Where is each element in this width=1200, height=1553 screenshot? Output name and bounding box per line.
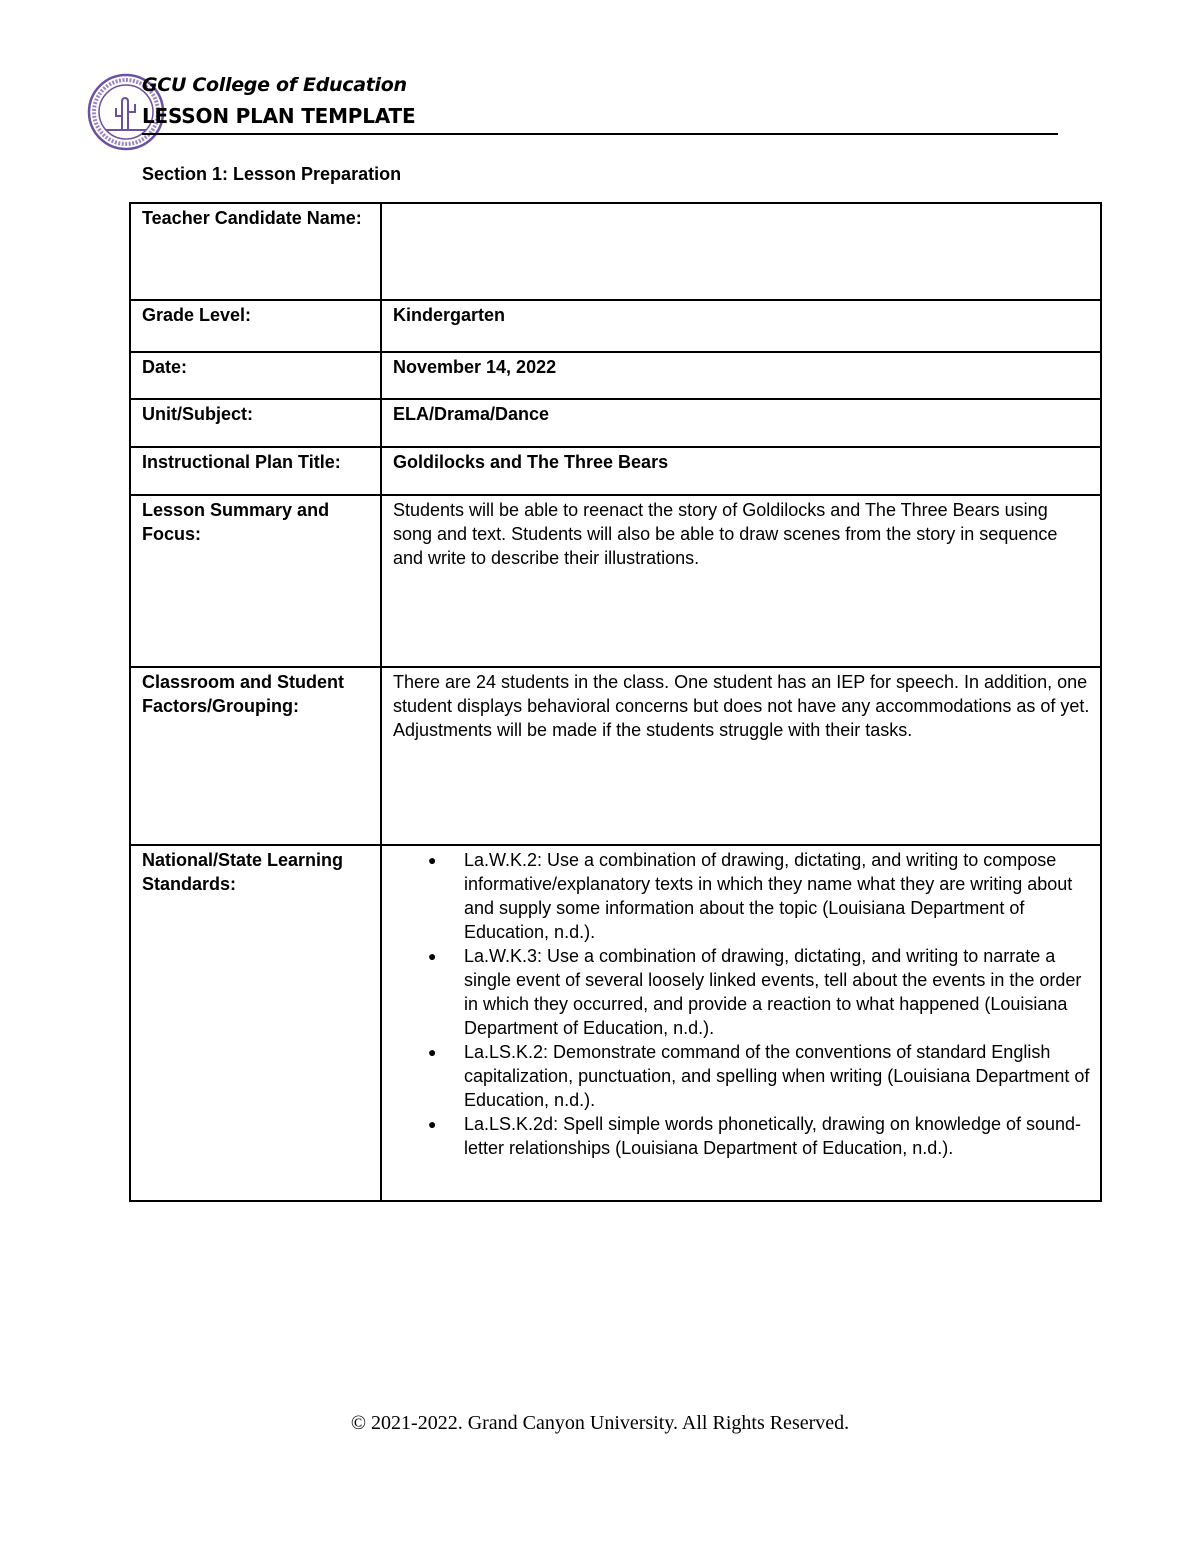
college-name: GCU College of Education [142, 74, 407, 96]
bullet-icon: ● [428, 948, 437, 964]
table-row-teacher-name [130, 203, 1101, 300]
bullet-icon: ● [428, 1116, 437, 1132]
table-row-unit-subject [130, 399, 1101, 447]
unit-subject-value: ELA/Drama/Dance [381, 399, 1101, 447]
teacher-name-label: Teacher Candidate Name: [130, 203, 381, 300]
table-row-date [130, 352, 1101, 399]
list-item [428, 848, 1090, 944]
teacher-name-value [381, 203, 1101, 300]
table-row-plan-title [130, 447, 1101, 495]
classroom-value: There are 24 students in the class. One student has an IEP for speech. In addition, one student displays behavioral concerns but does not have any accommodations as of yet. Adjustments will be made if the students struggle with their tasks. [381, 667, 1101, 845]
table-row-grade-level [130, 300, 1101, 352]
grade-level-label: Grade Level: [130, 300, 381, 352]
section-title: Section 1: Lesson Preparation [142, 164, 402, 184]
template-title: LESSON PLAN TEMPLATE [142, 104, 416, 128]
standard-text: La.LS.K.2: Demonstrate command of the conventions of standard English capitalization, punctuation, and spelling when writing (Louisiana Department of Education, n.d.). [464, 1042, 1090, 1110]
bullet-icon: ● [428, 1044, 437, 1060]
date-label: Date: [130, 352, 381, 399]
copyright-footer: © 2021-2022. Grand Canyon University. All Rights Reserved. [350, 1412, 850, 1434]
classroom-label: Classroom and Student Factors/Grouping: [130, 667, 381, 845]
list-item [428, 944, 1090, 1040]
standard-text: La.W.K.3: Use a combination of drawing, dictating, and writing to narrate a single event of several loosely linked events, tell about the events in the order in which they occurred, and provide a reaction to what happened (Louisiana Department of Education, n.d.). [464, 946, 1082, 1038]
date-value: November 14, 2022 [381, 352, 1101, 399]
list-item [428, 1040, 1090, 1112]
lesson-plan-table [129, 202, 1102, 1202]
unit-subject-label: Unit/Subject: [130, 399, 381, 447]
plan-title-label: Instructional Plan Title: [130, 447, 381, 495]
standards-label: National/State Learning Standards: [130, 845, 381, 1201]
standard-text: La.W.K.2: Use a combination of drawing, dictating, and writing to compose informative/explanatory texts in which they name what they are writing about and supply some information about the topic (Louisiana Department of Education, n.d.). [464, 850, 1073, 942]
standards-list [393, 848, 1090, 1160]
header-divider [142, 133, 1058, 135]
standards-value [381, 845, 1101, 1201]
grade-level-value: Kindergarten [381, 300, 1101, 352]
standard-text: La.LS.K.2d: Spell simple words phonetically, drawing on knowledge of sound-letter relationships (Louisiana Department of Education, n.d.). [464, 1114, 1082, 1158]
table-row-summary [130, 495, 1101, 667]
table-row-standards [130, 845, 1101, 1201]
plan-title-value: Goldilocks and The Three Bears [381, 447, 1101, 495]
table-row-classroom [130, 667, 1101, 845]
list-item [428, 1112, 1090, 1160]
summary-value: Students will be able to reenact the story of Goldilocks and The Three Bears using song and text. Students will also be able to draw scenes from the story in sequence and write to describe their illustrations. [381, 495, 1101, 667]
bullet-icon: ● [428, 852, 437, 868]
summary-label: Lesson Summary and Focus: [130, 495, 381, 667]
